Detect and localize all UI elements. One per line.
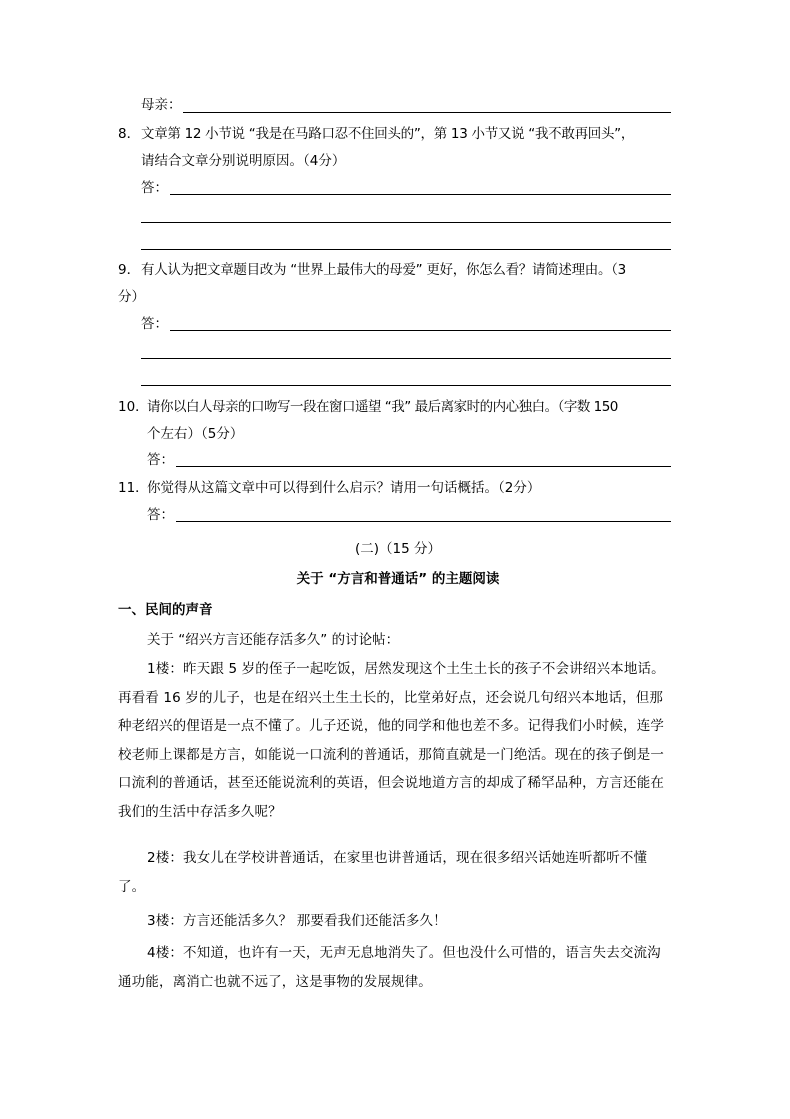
question-11-number: 11． [118,480,149,496]
question-8-answer-label: 答： [141,180,168,196]
post-floor-4 [118,939,674,996]
post-floor-2 [118,844,674,901]
question-10-line2: 个左右）（5分） [147,426,244,442]
post-4-floor-label: 4楼： [147,945,184,961]
question-8-line1: 文章第 12 小节说 “我是在马路口忍不住回头的”，第 13 小节又说 “我不敢再回头”， [141,126,635,142]
question-8-answer-line-1[interactable] [170,194,671,195]
question-9-answer-line-1[interactable] [170,330,671,331]
question-11-answer-label: 答： [147,507,174,523]
post-1-text: 昨天跟 5 岁的侄子一起吃饭，居然发现这个土生土长的孩子不会讲绍兴本地话。再看看 16 岁的儿子，也是在绍兴土生土长的，比堂弟好点，还会说几句绍兴本地话，但那种老绍兴的俚语是一点不懂了。儿子还说，他的同学和他也差不多。记得我们小时候，连学校老师上课都是方言，如能说一口流利的普通话，那简直就是一门绝活。现在的孩子倒是一口流利的普通话，甚至还能说流利的英语，但会说地道方言的却成了稀罕品种，方言还能在我们的生活中存活多久呢？ [118,661,665,820]
question-10-line1: 请你以白人母亲的口吻写一段在窗口遥望 “我” 最后离家时的内心独白。（字数 150 [147,399,618,415]
post-floor-3 [118,907,674,936]
mother-label: 母亲： [141,97,182,113]
question-11-answer-line[interactable] [176,521,671,522]
post-3-floor-label: 3楼： [147,913,184,929]
question-9-number: 9． [118,262,141,278]
question-10-number: 10． [118,399,149,415]
question-10-answer-label: 答： [147,452,174,468]
post-3-text: 方言还能活多久？ 那要看我们还能活多久！ [183,913,447,929]
question-8-answer-line-3[interactable] [141,249,671,250]
question-8-answer-line-2[interactable] [141,222,671,223]
section-two-title: 关于 “方言和普通话” 的主题阅读 [296,571,500,587]
question-8-line2: 请结合文章分别说明原因。（4分） [141,153,346,169]
mother-answer-line[interactable] [183,112,671,113]
discussion-intro: 关于 “绍兴方言还能存活多久” 的讨论帖： [147,632,400,648]
question-9-answer-line-2[interactable] [141,358,671,359]
question-9-line2: 分） [118,289,145,305]
post-2-text: 我女儿在学校讲普通话，在家里也讲普通话，现在很多绍兴话她连听都听不懂了。 [118,850,648,895]
part-one-heading: 一、民间的声音 [118,602,213,618]
post-2-floor-label: 2楼： [147,850,184,866]
post-4-text: 不知道，也许有一天，无声无息地消失了。但也没什么可惜的，语言失去交流沟通功能，离消亡也就不远了，这是事物的发展规律。 [118,945,661,990]
question-9-answer-label: 答： [141,316,168,332]
section-two-heading: (二)（15 分） [354,541,441,557]
question-11-line1: 你觉得从这篇文章中可以得到什么启示？请用一句话概括。（2分） [147,480,541,496]
question-9-answer-line-3[interactable] [141,385,671,386]
question-9-line1: 有人认为把文章题目改为 “世界上最伟大的母爱” 更好，你怎么看？请简述理由。（3 [141,262,626,278]
question-8-number: 8． [118,126,141,142]
post-1-floor-label: 1楼： [147,661,184,677]
post-floor-1 [118,655,674,827]
question-10-answer-line[interactable] [176,466,671,467]
